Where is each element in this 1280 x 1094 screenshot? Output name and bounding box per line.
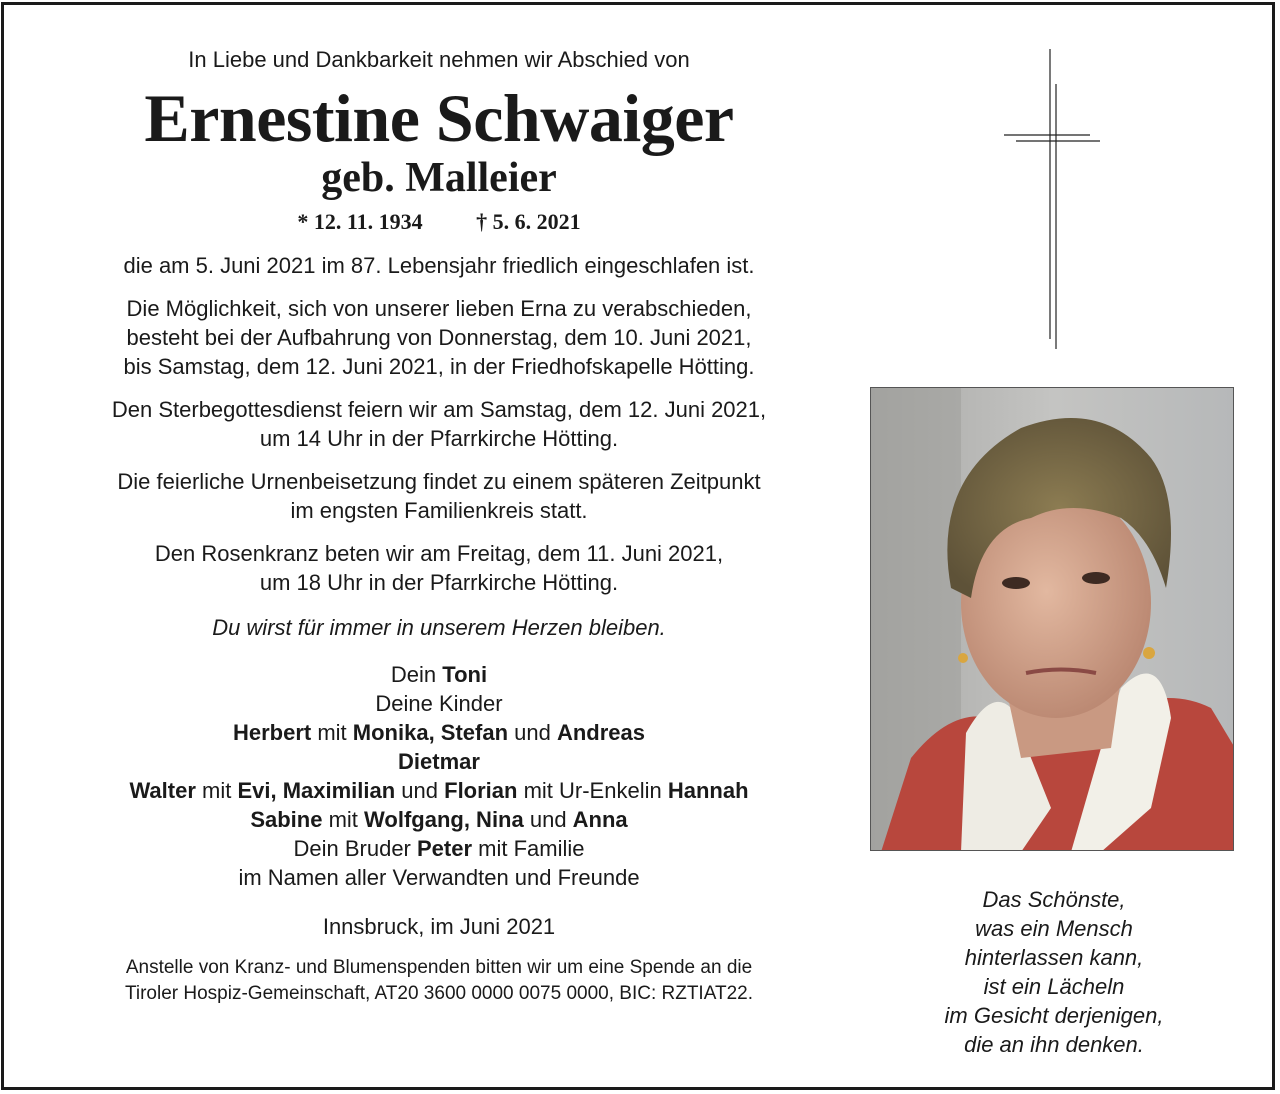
deceased-name: Ernestine Schwaiger — [144, 80, 734, 156]
mourner-line — [44, 660, 834, 689]
donation-note — [44, 955, 834, 1007]
intro-line: In Liebe und Dankbarkeit nehmen wir Abschied von — [188, 47, 690, 72]
text-fragment: Dein Bruder — [293, 836, 417, 861]
mourner-line — [44, 776, 834, 805]
text-fragment: mit Ur-Enkelin — [517, 778, 668, 803]
urn-paragraph — [44, 467, 834, 525]
text-line: um 14 Uhr in der Pfarrkirche Hötting. — [259, 426, 619, 451]
quote-line: was ein Mensch — [975, 916, 1133, 941]
mourner-name: Evi, Maximilian — [237, 778, 396, 803]
text-line: um 18 Uhr in der Pfarrkirche Hötting. — [259, 570, 619, 595]
maiden-name: geb. Malleier — [321, 155, 557, 201]
text-line: Tiroler Hospiz-Gemeinschaft, AT20 3600 0000 0075 0000, BIC: RZTIAT22. — [124, 983, 753, 1004]
text-line: Die feierliche Urnenbeisetzung findet zu einem späteren Zeitpunkt — [117, 469, 761, 494]
mourner-name: Wolfgang, Nina — [364, 807, 524, 832]
service-paragraph — [44, 395, 834, 453]
death-date: † 5. 6. 2021 — [476, 209, 581, 234]
mourner-name: Peter — [417, 836, 473, 861]
text-fragment: Dein — [390, 662, 443, 687]
mourner-line: Deine Kinder — [375, 691, 503, 716]
mourner-name: Andreas — [556, 720, 646, 745]
text-line: Die Möglichkeit, sich von unserer lieben Erna zu verabschieden, — [126, 296, 752, 321]
text-line: im engsten Familienkreis statt. — [290, 498, 588, 523]
mourner-name: Dietmar — [398, 749, 480, 774]
quote-line: im Gesicht derjenigen, — [944, 1003, 1164, 1028]
text-fragment: und — [395, 778, 445, 803]
mourner-line — [44, 805, 834, 834]
mourners-list — [44, 660, 834, 892]
mourner-name: Monika, Stefan — [352, 720, 509, 745]
obituary-notice — [1, 2, 1275, 1090]
mourner-name: Walter — [129, 778, 196, 803]
text-fragment: und — [508, 720, 557, 745]
place-date: Innsbruck, im Juni 2021 — [322, 914, 556, 939]
side-quote — [904, 885, 1204, 1059]
portrait-photo — [870, 387, 1234, 851]
text-line: Anstelle von Kranz- und Blumenspenden bitten wir um eine Spende an die — [125, 957, 753, 978]
mourner-line — [44, 834, 834, 863]
heart-quote: Du wirst für immer in unserem Herzen bleiben. — [212, 615, 666, 640]
farewell-paragraph — [44, 294, 834, 381]
quote-line: hinterlassen kann, — [964, 945, 1144, 970]
mourner-line — [44, 718, 834, 747]
mourner-name: Florian — [444, 778, 518, 803]
obituary-text-column — [44, 45, 834, 1007]
mourner-line: im Namen aller Verwandten und Freunde — [238, 865, 640, 890]
text-line: Den Sterbegottesdienst feiern wir am Samstag, dem 12. Juni 2021, — [111, 397, 767, 422]
mourner-name: Sabine — [250, 807, 323, 832]
cross-icon — [1004, 49, 1104, 349]
text-line: bis Samstag, dem 12. Juni 2021, in der Friedhofskapelle Hötting. — [123, 354, 755, 379]
rosary-paragraph — [44, 539, 834, 597]
text-fragment: mit Familie — [472, 836, 585, 861]
text-fragment: mit — [322, 807, 365, 832]
text-line: Den Rosenkranz beten wir am Freitag, dem 11. Juni 2021, — [154, 541, 724, 566]
mourner-name: Toni — [442, 662, 488, 687]
text-fragment: mit — [311, 720, 353, 745]
birth-date: * 12. 11. 1934 — [297, 209, 423, 234]
quote-line: die an ihn denken. — [964, 1032, 1144, 1057]
death-note: die am 5. Juni 2021 im 87. Lebensjahr friedlich eingeschlafen ist. — [123, 253, 755, 278]
life-dates — [44, 207, 834, 237]
mourner-line — [44, 747, 834, 776]
text-fragment: mit — [195, 778, 238, 803]
mourner-name: Anna — [572, 807, 628, 832]
mourner-name: Herbert — [232, 720, 312, 745]
quote-line: ist ein Lächeln — [983, 974, 1125, 999]
text-fragment: und — [523, 807, 573, 832]
mourner-name: Hannah — [667, 778, 749, 803]
text-line: besteht bei der Aufbahrung von Donnerstag, dem 10. Juni 2021, — [126, 325, 752, 350]
quote-line: Das Schönste, — [982, 887, 1126, 912]
